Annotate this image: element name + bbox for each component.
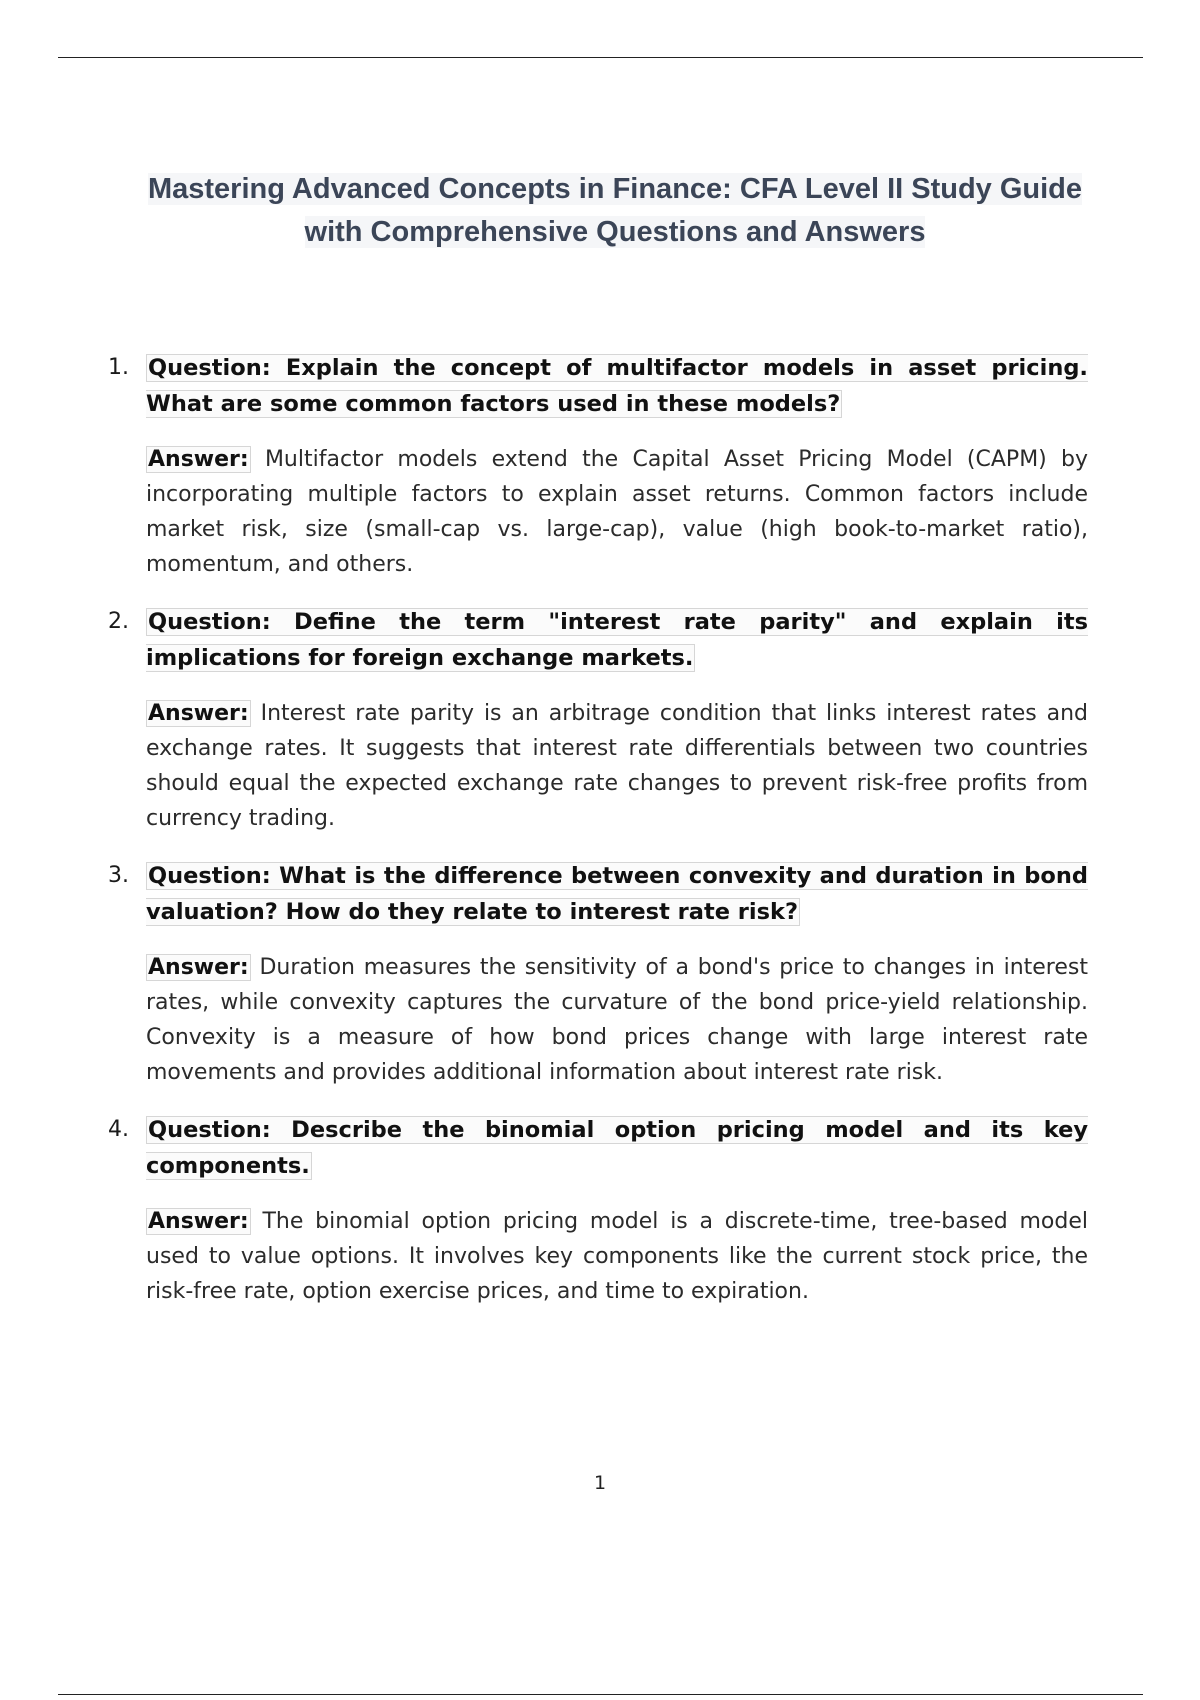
answer-paragraph (146, 1204, 1088, 1309)
qa-item (108, 350, 1088, 582)
question-highlight: Question: What is the difference between convexity and duration in bond valuation? How do they relate to interest rate risk? (146, 863, 1088, 925)
answer-paragraph (146, 950, 1088, 1090)
question-text (146, 604, 1088, 676)
question-text (146, 350, 1088, 422)
answer-paragraph (146, 696, 1088, 836)
qa-number: 4. (108, 1117, 129, 1142)
answer-text: The binomial option pricing model is a discrete-time, tree-based model used to value options. It involves key components like the current stock price, the risk-free rate, option exercise prices, and time to expiration. (146, 1209, 1088, 1304)
answer-text: Multifactor models extend the Capital Asset Pricing Model (CAPM) by incorporating multiple factors to explain asset returns. Common factors include market risk, size (small-cap vs. large-cap), value (high book-to-market ratio), momentum, and others. (146, 447, 1088, 577)
qa-item (108, 604, 1088, 836)
answer-text: Duration measures the sensitivity of a bond's price to changes in interest rates, while convexity captures the curvature of the bond price-yield relationship. Convexity is a measure of how bond prices change with large interest rate movements and provides additional information about interest rate risk. (146, 955, 1088, 1085)
document-title-text: Mastering Advanced Concepts in Finance: CFA Level II Study Guide with Comprehensive Questions and Answers (147, 173, 1083, 248)
question-text (146, 1112, 1088, 1184)
question-highlight: Question: Define the term "interest rate parity" and explain its implications for foreign exchange markets. (146, 609, 1088, 671)
question-text (146, 858, 1088, 930)
qa-number: 2. (108, 609, 129, 634)
qa-item (108, 1112, 1088, 1309)
qa-item (108, 858, 1088, 1090)
page-number: 1 (593, 1472, 607, 1494)
question-highlight: Question: Explain the concept of multifactor models in asset pricing. What are some common factors used in these models? (146, 355, 1088, 417)
question-highlight: Question: Describe the binomial option pricing model and its key components. (146, 1117, 1088, 1179)
answer-label: Answer: (148, 447, 249, 472)
qa-list (0, 350, 1200, 1331)
qa-number: 1. (108, 355, 129, 380)
answer-label: Answer: (148, 701, 249, 726)
answer-paragraph (146, 442, 1088, 582)
answer-text: Interest rate parity is an arbitrage condition that links interest rates and exchange rates. It suggests that interest rate differentials between two countries should equal the expected exchange rate changes to prevent risk-free profits from currency trading. (146, 701, 1088, 831)
document-title (140, 168, 1090, 254)
header-rule (58, 57, 1143, 58)
footer-rule (58, 1694, 1143, 1695)
qa-number: 3. (108, 863, 129, 888)
answer-label: Answer: (148, 955, 249, 980)
answer-label: Answer: (148, 1209, 249, 1234)
